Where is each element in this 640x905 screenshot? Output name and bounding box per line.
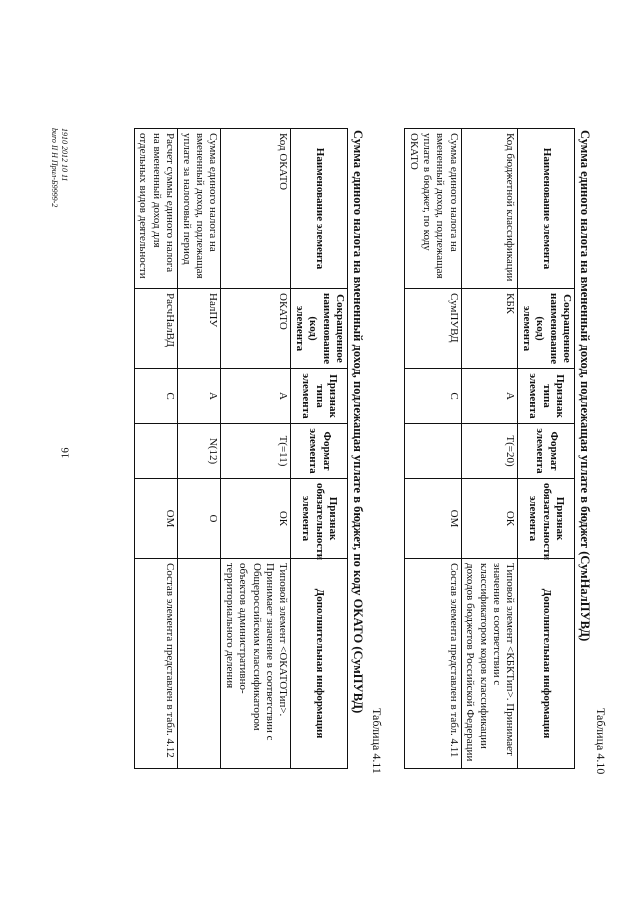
cell-required: ОМ <box>134 479 177 559</box>
col-header-name: Наименование элемента <box>291 129 348 289</box>
table-row <box>405 129 462 769</box>
cell-type: С <box>405 369 462 424</box>
table-411 <box>134 128 348 769</box>
cell-info: Типовой элемент <ОКАТОТип>. Принимает значение в соответствии с Общероссийским классификатором объектов административно-территориального деления <box>221 559 291 769</box>
table-header-row <box>291 129 348 769</box>
col-header-required: Признак обязательности элемента <box>291 479 348 559</box>
col-header-required: Признак обязательности элемента <box>518 479 575 559</box>
cell-name: Сумма единого налога на вмененный доход, подлежащая уплате за налоговый период <box>178 129 221 289</box>
cell-code: КБК <box>461 289 518 369</box>
col-header-format: Формат элемента <box>291 424 348 479</box>
col-header-type: Признак типа элемента <box>518 369 575 424</box>
cell-required: ОК <box>221 479 291 559</box>
cell-info: Состав элемента представлен в табл. 4.11 <box>405 559 462 769</box>
col-header-info: Дополнительная информация <box>291 559 348 769</box>
cell-name: Код бюджетной классификации <box>461 129 518 289</box>
cell-required: О <box>178 479 221 559</box>
col-header-type: Признак типа элемента <box>291 369 348 424</box>
table-row <box>221 129 291 769</box>
col-header-name: Наименование элемента <box>518 129 575 289</box>
cell-code: ОКАТО <box>221 289 291 369</box>
cell-format: T(=11) <box>221 424 291 479</box>
page-number: 16 <box>59 447 72 459</box>
cell-required: ОМ <box>405 479 462 559</box>
cell-info <box>178 559 221 769</box>
cell-name: Расчет суммы единого налога на вмененный доход для отдельных видов деятельности <box>134 129 177 289</box>
cell-code: НалПУ <box>178 289 221 369</box>
cell-info: Типовой элемент <КБКТип>. Принимает значение в соответствии с классификатором кодов классификации доходов бюджетов Российской Федерации <box>461 559 518 769</box>
cell-type: А <box>461 369 518 424</box>
table-411-label: Таблица 4.11 <box>370 708 384 774</box>
table-410 <box>404 128 575 769</box>
cell-info: Состав элемента представлен в табл. 4.12 <box>134 559 177 769</box>
table-row <box>178 129 221 769</box>
cell-required: ОК <box>461 479 518 559</box>
col-header-code: Сокращенное наименование (код) элемента <box>291 289 348 369</box>
col-header-format: Формат элемента <box>518 424 575 479</box>
cell-format: T(=20) <box>461 424 518 479</box>
cell-code: РасчНалВД <box>134 289 177 369</box>
cell-type: А <box>221 369 291 424</box>
table-410-label: Таблица 4.10 <box>594 708 608 775</box>
table-row <box>134 129 177 769</box>
cell-name: Сумма единого налога на вмененный доход, подлежащая уплате в бюджет, по коду ОКАТО <box>405 129 462 289</box>
cell-format <box>405 424 462 479</box>
cell-format <box>134 424 177 479</box>
cell-format: N(12) <box>178 424 221 479</box>
table-410-title: Сумма единого налога на вмененный доход, подлежащая уплате в бюджет (СумНалПУВД) <box>578 130 592 642</box>
cell-name: Код ОКАТО <box>221 129 291 289</box>
table-header-row <box>518 129 575 769</box>
cell-type: С <box>134 369 177 424</box>
table-row <box>461 129 518 769</box>
footer-line-2: buro II H Прил-Б9999-2 <box>50 128 59 208</box>
cell-type: А <box>178 369 221 424</box>
table-411-title: Сумма единого налога на вмененный доход, подлежащая уплате в бюджет, по коду ОКАТО (СумПУВД) <box>351 130 365 714</box>
col-header-info: Дополнительная информация <box>518 559 575 769</box>
col-header-code: Сокращенное наименование (код) элемента <box>518 289 575 369</box>
cell-code: СумПУВД <box>405 289 462 369</box>
footer-line-1: 1910 2012 10 11 <box>60 128 69 182</box>
